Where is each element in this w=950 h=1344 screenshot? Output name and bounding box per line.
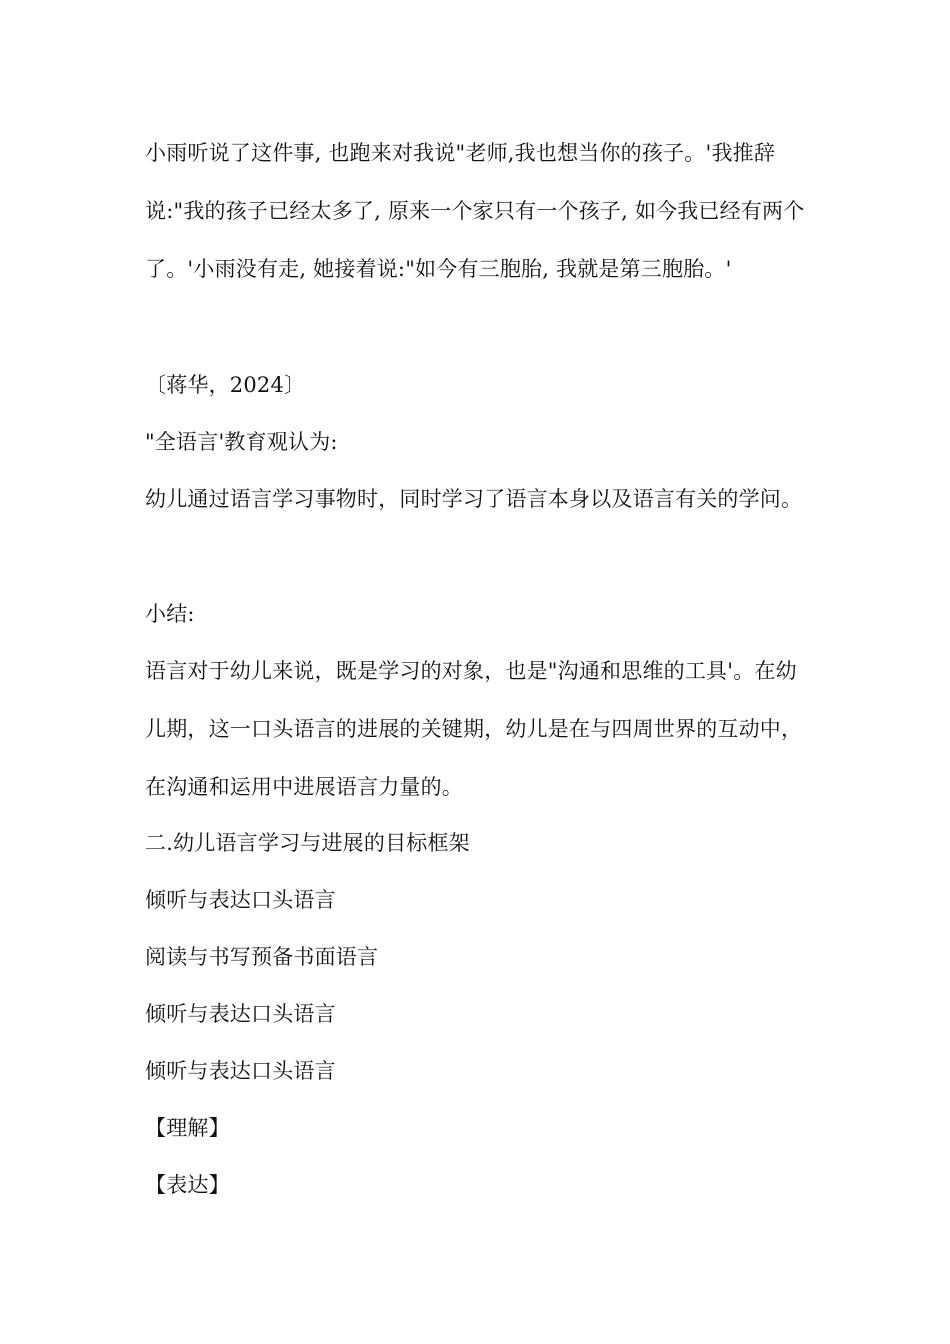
citation: 〔蒋华，2024〕 [145,373,306,397]
summary-heading: 小结: [145,602,195,626]
framework-item: 倾听与表达口头语言 [145,888,336,912]
framework-item: 倾听与表达口头语言 [145,1059,336,1083]
section-heading: 二.幼儿语言学习与进展的目标框架 [145,831,470,855]
label-express: 【表达】 [145,1173,230,1197]
whole-language-heading: "全语言'教育观认为: [145,430,338,454]
story-paragraph: 小雨听说了这件事, 也跑来对我说"老师,我也想当你的孩子。'我推辞说:"我的孩子已经太多了, 原来一个家只有一个孩子, 如今我已经有两个了。'小雨没有走, 她接着说:"如今有三胞胎, 我就是第三胞胎。' [145,141,805,281]
framework-item: 阅读与书写预备书面语言 [145,945,379,969]
whole-language-paragraph: 幼儿通过语言学习事物时，同时学习了语言本身以及语言有关的学问。 [145,487,803,511]
label-understand: 【理解】 [145,1116,230,1140]
summary-paragraph: 语言对于幼儿来说，既是学习的对象，也是"沟通和思维的工具'。在幼儿期，这一口头语言的进展的关键期，幼儿是在与四周世界的互动中，在沟通和运用中进展语言力量的。 [145,659,803,799]
framework-item: 倾听与表达口头语言 [145,1002,336,1026]
